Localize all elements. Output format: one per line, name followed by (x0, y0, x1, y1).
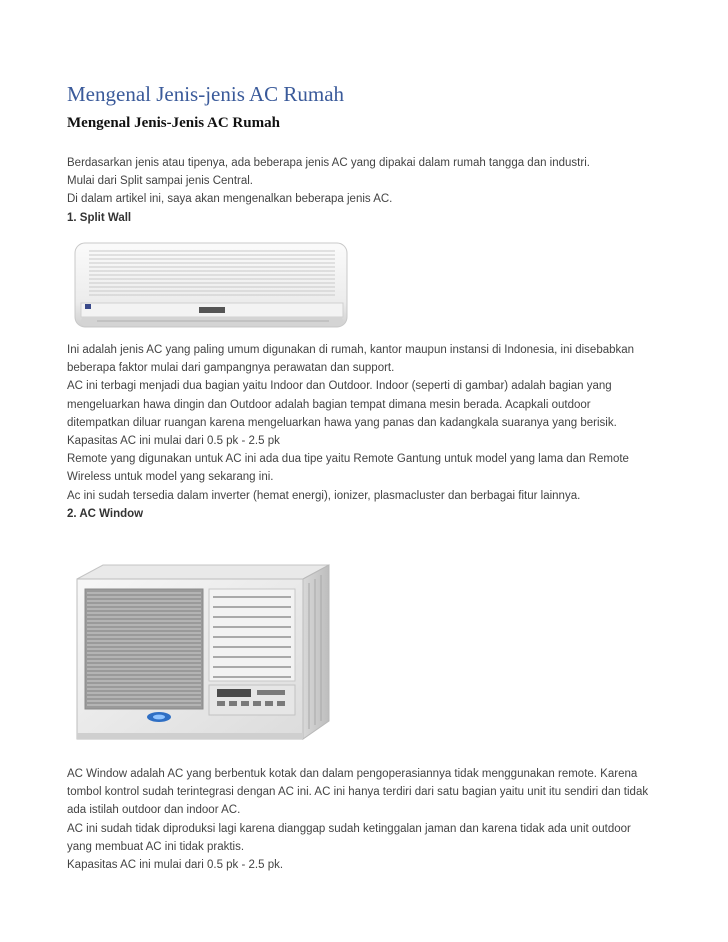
intro-line: Mulai dari Split sampai jenis Central. (67, 175, 253, 188)
intro-block (67, 154, 667, 227)
paragraph-line: tombol kontrol sudah terintegrasi dengan AC ini. AC ini hanya terdiri dari satu bagian yaitu unit itu sendiri dan tidak (67, 786, 649, 799)
paragraph-line: Wireless untuk model yang sekarang ini. (67, 471, 274, 484)
paragraph-line: ada istilah outdoor dan indoor AC. (67, 804, 241, 817)
intro-line: Berdasarkan jenis atau tipenya, ada beberapa jenis AC yang dipakai dalam rumah tangga dan industri. (67, 157, 590, 169)
paragraph-line: Remote yang digunakan untuk AC ini ada dua tipe yaitu Remote Gantung untuk model yang lama dan Remote (67, 453, 629, 466)
intro-line: Di dalam artikel ini, saya akan mengenalkan beberapa jenis AC. (67, 193, 393, 206)
paragraph-line: AC ini terbagi menjadi dua bagian yaitu Indoor dan Outdoor. Indoor (seperti di gambar) adalah bagian yang (67, 380, 612, 393)
paragraph-line: Ini adalah jenis AC yang paling umum digunakan di rumah, kantor maupun instansi di Indonesia, ini disebabkan (67, 344, 635, 356)
paragraph-line: Kapasitas AC ini mulai dari 0.5 pk - 2.5 pk. (67, 859, 284, 872)
paragraph-line: ditempatkan diluar ruangan karena mengeluarkan hawa yang panas dan kadangkala suaranya yang berisik. (67, 416, 617, 429)
section-ac-window-text (67, 765, 667, 874)
section-heading-split-wall: 1. Split Wall (67, 211, 132, 224)
paragraph-line: AC Window adalah AC yang berbentuk kotak dan dalam pengoperasiannya tidak menggunakan remote. Karena (67, 768, 638, 780)
paragraph-line: AC ini sudah tidak diproduksi lagi karena dianggap sudah ketinggalan jaman dan karena tidak ada unit outdoor (67, 822, 631, 835)
window-ac-icon (67, 557, 339, 747)
paragraph-line: beberapa faktor mulai dari gampangnya perawatan dan support. (67, 362, 395, 375)
section-heading-ac-window: 2. AC Window (67, 507, 144, 520)
page-title: Mengenal Jenis-jenis AC Rumah (67, 82, 345, 106)
paragraph-line: Kapasitas AC ini mulai dari 0.5 pk - 2.5 pk (67, 435, 280, 448)
page-subtitle: Mengenal Jenis-Jenis AC Rumah (67, 115, 280, 131)
paragraph-line: Ac ini sudah tersedia dalam inverter (hemat energi), ionizer, plasmacluster dan berbagai fitur lainnya. (67, 489, 581, 502)
paragraph-line: mengeluarkan hawa dingin dan Outdoor adalah bagian tempat dimana mesin berada. Acapkali outdoor (67, 398, 591, 411)
split-wall-ac-icon (67, 233, 353, 337)
paragraph-line: yang membuat AC ini tidak praktis. (67, 840, 245, 853)
section-split-wall-text (67, 341, 667, 523)
